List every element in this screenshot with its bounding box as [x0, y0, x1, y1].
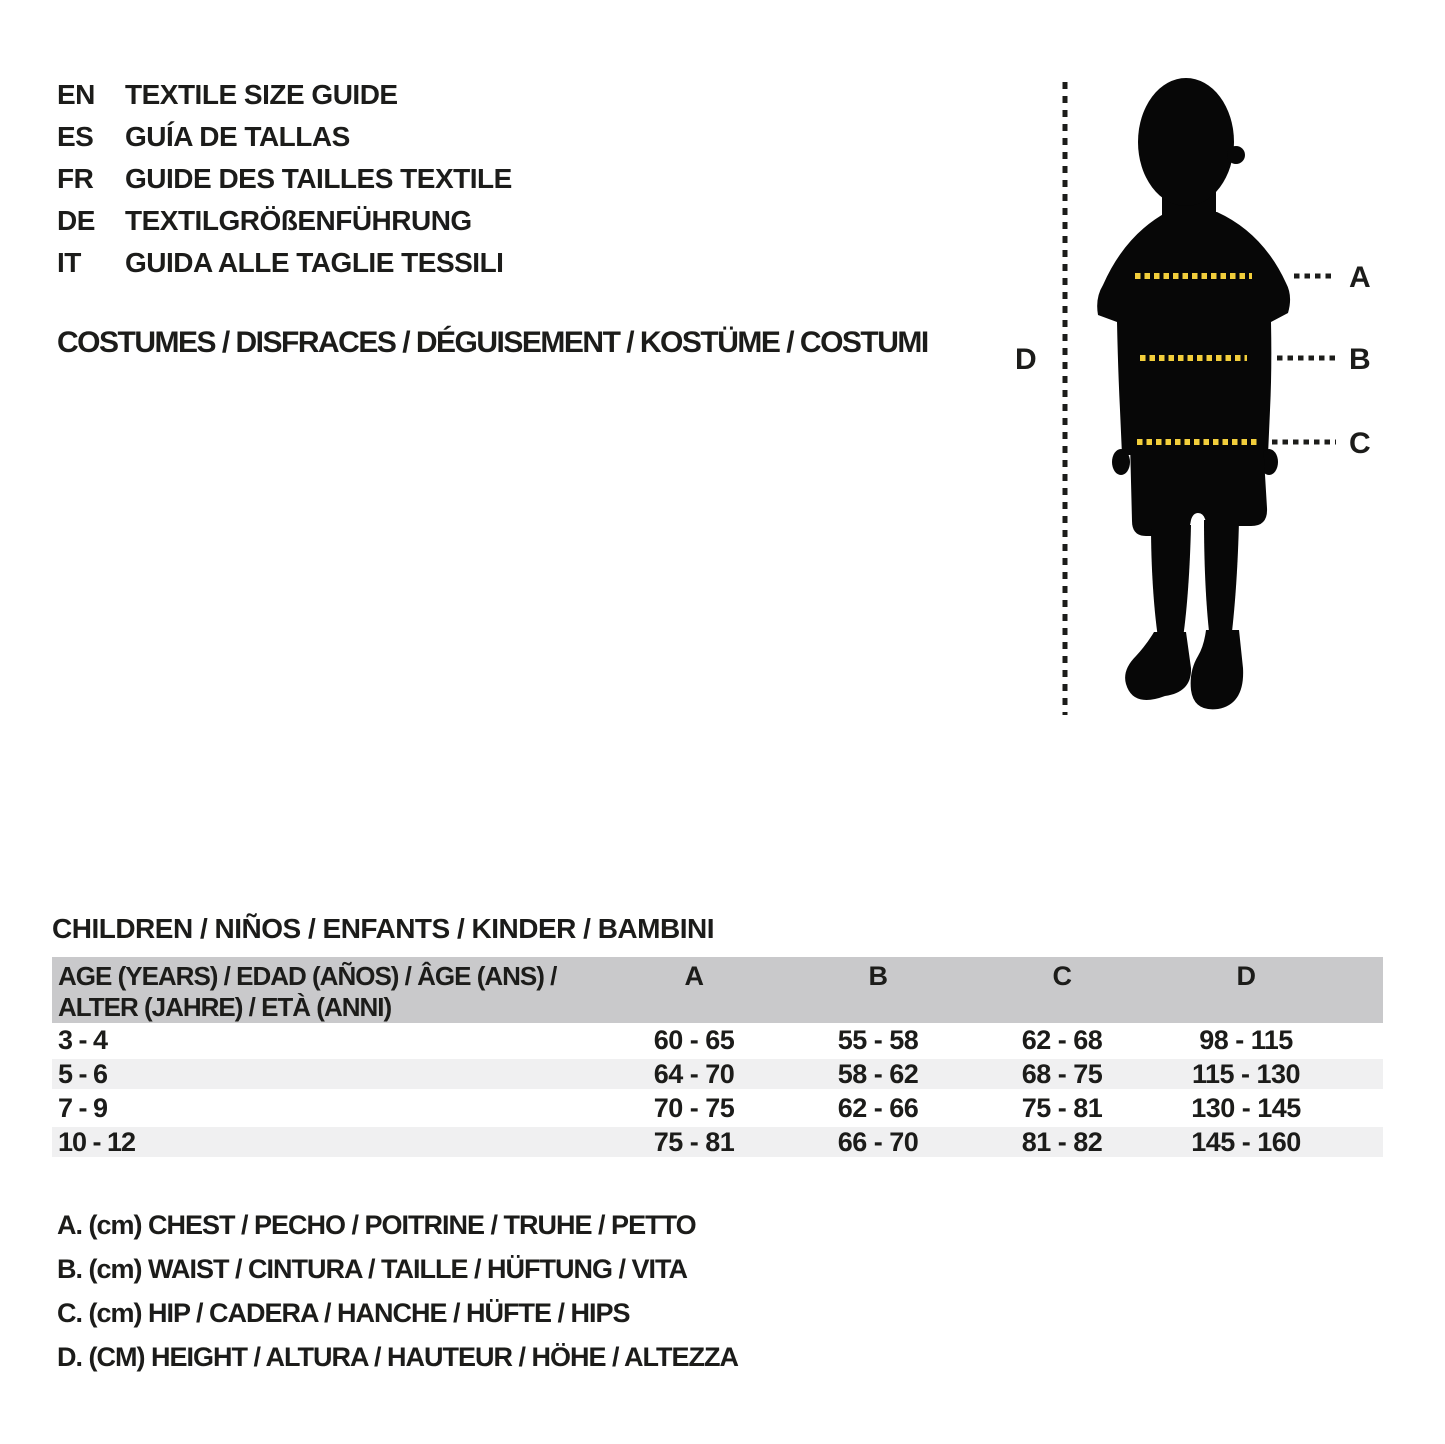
- chest-cell: 70 - 75: [653, 1092, 735, 1123]
- height-cell: 115 - 130: [1191, 1058, 1301, 1089]
- waist-cell: 58 - 62: [837, 1058, 919, 1089]
- table-section-title: CHILDREN / NIÑOS / ENFANTS / KINDER / BAMBINI: [52, 913, 714, 944]
- age-cell: 7 - 9: [58, 1092, 108, 1123]
- left-leg-shape: [1151, 525, 1191, 638]
- waist-cell: 66 - 70: [837, 1126, 919, 1157]
- language-row: [57, 158, 512, 200]
- table-row: [52, 1023, 1383, 1057]
- child-silhouette: [1097, 78, 1290, 709]
- chest-cell: 60 - 65: [653, 1024, 735, 1055]
- waist-cell: 55 - 58: [837, 1024, 919, 1055]
- language-title: GUIDE DES TAILLES TEXTILE: [125, 163, 512, 194]
- height-cell: 145 - 160: [1191, 1126, 1301, 1157]
- language-code: EN: [57, 79, 95, 110]
- chest-cell: 64 - 70: [653, 1058, 735, 1089]
- hip-cell: 68 - 75: [1021, 1058, 1103, 1089]
- legend-item-chest: A. (cm) CHEST / PECHO / POITRINE / TRUHE / PETTO: [57, 1209, 696, 1240]
- language-title: TEXTILE SIZE GUIDE: [125, 79, 398, 110]
- column-header-d: D: [1236, 961, 1256, 991]
- size-table-header: [52, 957, 1383, 1023]
- language-row: [57, 116, 512, 158]
- left-shoe-shape: [1125, 632, 1191, 700]
- waist-cell: 62 - 66: [837, 1092, 919, 1123]
- table-row: [52, 1057, 1383, 1091]
- table-row: [52, 1125, 1383, 1159]
- language-code: ES: [57, 121, 94, 152]
- age-header-line2: ALTER (JAHRE) / ETÀ (ANNI): [58, 992, 392, 1022]
- child-silhouette-figure: [1005, 70, 1405, 735]
- age-column-header: [52, 961, 602, 1023]
- hip-cell: 62 - 68: [1021, 1024, 1103, 1055]
- language-code: DE: [57, 205, 95, 236]
- right-leg-shape: [1204, 520, 1239, 640]
- language-title: GUÍA DE TALLAS: [125, 121, 350, 152]
- measurement-label-b: B: [1349, 343, 1371, 376]
- legend-item-waist: B. (cm) WAIST / CINTURA / TAILLE / HÜFTUNG / VITA: [57, 1253, 687, 1284]
- column-header-b: B: [868, 961, 888, 991]
- language-code: IT: [57, 247, 81, 278]
- measurement-label-c: C: [1349, 427, 1371, 460]
- hip-cell: 81 - 82: [1021, 1126, 1103, 1157]
- language-title: TEXTILGRÖßENFÜHRUNG: [125, 205, 472, 236]
- chest-cell: 75 - 81: [653, 1126, 735, 1157]
- table-row: [52, 1091, 1383, 1125]
- measurement-label-a: A: [1349, 261, 1371, 294]
- legend-item-hip: C. (cm) HIP / CADERA / HANCHE / HÜFTE / HIPS: [57, 1297, 630, 1328]
- category-title: COSTUMES / DISFRACES / DÉGUISEMENT / KOSTÜME / COSTUMI: [57, 326, 928, 359]
- ear-shape: [1227, 146, 1245, 164]
- column-header-a: A: [684, 961, 704, 991]
- language-row: [57, 200, 512, 242]
- age-header-line1: AGE (YEARS) / EDAD (AÑOS) / ÂGE (ANS) /: [58, 961, 557, 991]
- age-cell: 10 - 12: [58, 1126, 136, 1157]
- head-shape: [1138, 78, 1234, 206]
- height-cell: 98 - 115: [1199, 1024, 1293, 1055]
- right-shoe-shape: [1191, 630, 1244, 709]
- legend-item-height: D. (CM) HEIGHT / ALTURA / HAUTEUR / HÖHE / ALTEZZA: [57, 1341, 738, 1372]
- language-row: [57, 242, 512, 284]
- column-header-c: C: [1052, 961, 1072, 991]
- language-title: GUIDA ALLE TAGLIE TESSILI: [125, 247, 504, 278]
- age-cell: 3 - 4: [58, 1024, 108, 1055]
- age-cell: 5 - 6: [58, 1058, 108, 1089]
- size-table: [52, 957, 1383, 1159]
- shorts-shape: [1130, 442, 1267, 536]
- measurement-figure: [1005, 70, 1405, 735]
- measurement-label-d: D: [1015, 343, 1037, 376]
- height-cell: 130 - 145: [1191, 1092, 1301, 1123]
- measurement-legend: [57, 1203, 738, 1379]
- language-row: [57, 74, 512, 116]
- left-hand-shape: [1112, 449, 1130, 475]
- language-code: FR: [57, 163, 94, 194]
- hip-cell: 75 - 81: [1021, 1092, 1103, 1123]
- tshirt-shape: [1097, 212, 1290, 455]
- language-list: [57, 74, 512, 284]
